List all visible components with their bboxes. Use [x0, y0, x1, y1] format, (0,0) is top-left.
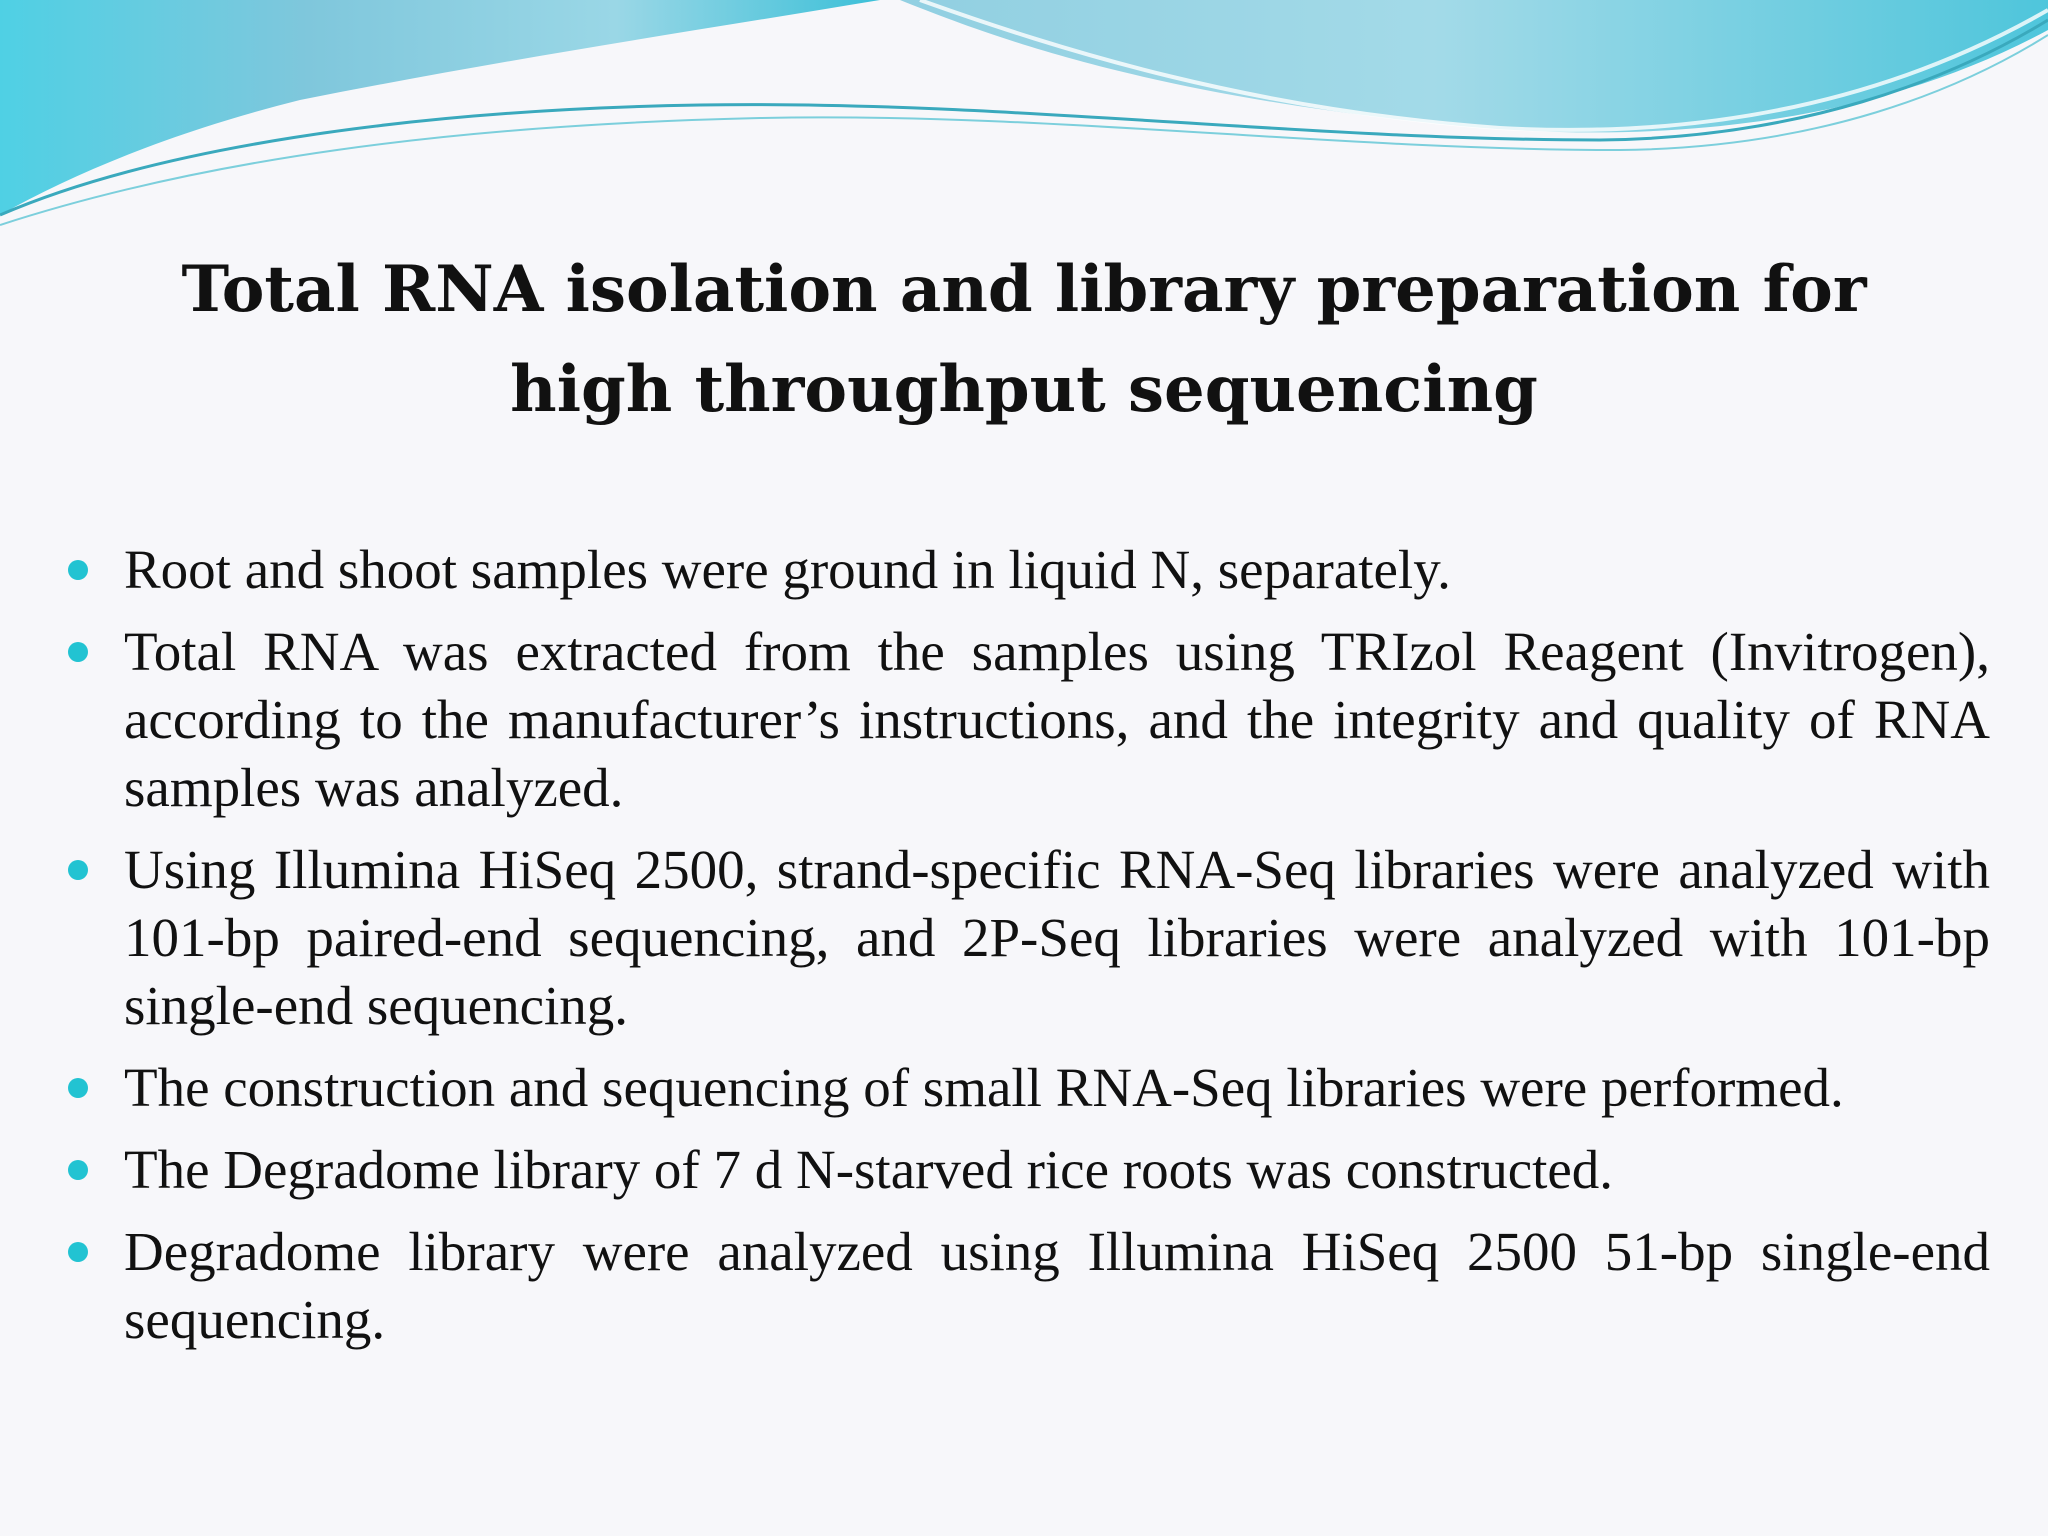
bullet-dot-icon: [68, 1160, 88, 1180]
list-item: [60, 618, 1990, 822]
bullet-text: Using Illumina HiSeq 2500, strand-specific RNA-Seq libraries were analyzed with 101-bp paired-end sequencing, and 2P-Seq libraries were analyzed with 101-bp single-end sequencing.: [124, 839, 1990, 1036]
bullet-text: Root and shoot samples were ground in liquid N, separately.: [124, 539, 1451, 600]
list-item: [60, 1136, 1990, 1204]
bullet-list: [60, 536, 1990, 1368]
bullet-dot-icon: [68, 1242, 88, 1262]
bullet-text: The Degradome library of 7 d N-starved rice roots was constructed.: [124, 1139, 1614, 1200]
list-item: [60, 1218, 1990, 1354]
bullet-text: Degradome library were analyzed using Illumina HiSeq 2500 51-bp single-end sequencing.: [124, 1221, 1990, 1350]
bullet-dot-icon: [68, 560, 88, 580]
list-item: [60, 836, 1990, 1040]
list-item: [60, 1054, 1990, 1122]
bullet-dot-icon: [68, 642, 88, 662]
slide-title-line-2: high throughput sequencing: [510, 352, 1538, 427]
slide-title-line-1: Total RNA isolation and library preparation for: [181, 252, 1867, 327]
bullet-text: Total RNA was extracted from the samples using TRIzol Reagent (Invitrogen), according to the manufacturer’s instructions, and the integrity and quality of RNA samples was analyzed.: [124, 621, 1990, 818]
bullet-text: The construction and sequencing of small RNA-Seq libraries were performed.: [124, 1057, 1844, 1118]
slide-title: [160, 240, 1888, 440]
bullet-dot-icon: [68, 1078, 88, 1098]
list-item: [60, 536, 1990, 604]
header-wave-decoration: [0, 0, 2048, 240]
bullet-dot-icon: [68, 860, 88, 880]
